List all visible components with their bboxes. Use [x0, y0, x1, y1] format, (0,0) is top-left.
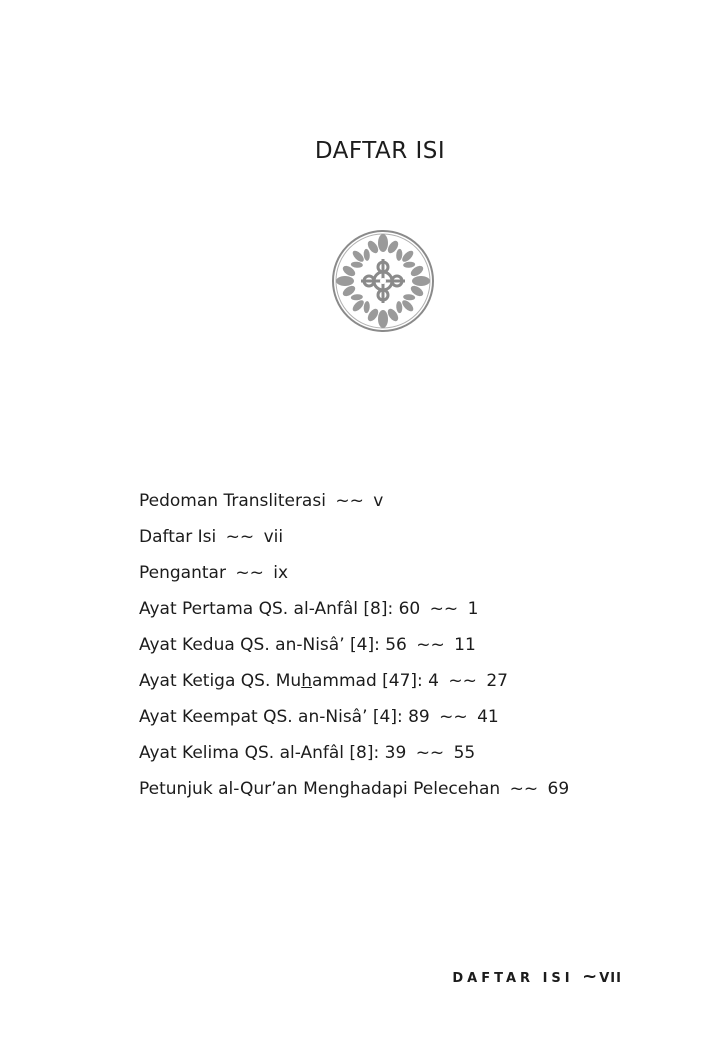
footer-tilde: ~ — [582, 966, 598, 987]
toc-item-separator: ~~ — [448, 671, 477, 691]
toc-item-page: 11 — [454, 635, 476, 655]
toc-item-title: Ayat Keempat QS. an-Nisâ’ [4]: 89 — [139, 707, 430, 727]
page-title: DAFTAR ISI — [314, 138, 446, 164]
toc-item-title: Petunjuk al-Qur’an Menghadapi Pelecehan — [139, 779, 501, 799]
toc-item[interactable] — [139, 555, 569, 591]
toc-item-separator: ~~ — [429, 599, 459, 619]
toc-item[interactable] — [139, 519, 569, 555]
toc-item[interactable] — [139, 699, 569, 735]
toc-item-page: v — [373, 491, 384, 511]
toc-item-page: 1 — [467, 599, 479, 619]
toc-item-separator: ~~ — [235, 563, 264, 583]
toc-item-page: 27 — [486, 671, 508, 691]
toc-item-page: vii — [263, 527, 284, 547]
toc-item-title: Daftar Isi — [139, 527, 217, 547]
toc-item-page: 69 — [547, 779, 570, 799]
running-footer — [452, 966, 622, 987]
toc-item-title: Ayat Ketiga QS. Muhammad [47]: 4 — [139, 671, 439, 691]
toc-item-separator: ~~ — [335, 491, 364, 511]
toc-item-page: 55 — [453, 743, 476, 763]
toc-item-title: Ayat Kelima QS. al-Anfâl [8]: 39 — [139, 743, 407, 763]
floral-medallion-icon — [331, 229, 435, 333]
footer-page-number: VII — [599, 971, 622, 986]
toc-item-page: 41 — [477, 707, 499, 727]
toc-item-title: Ayat Pertama QS. al-Anfâl [8]: 60 — [139, 599, 421, 619]
toc-item[interactable] — [139, 483, 569, 519]
toc-item-separator: ~~ — [439, 707, 468, 727]
toc-item[interactable] — [139, 663, 569, 699]
toc-item-separator: ~~ — [416, 635, 445, 655]
toc-item-separator: ~~ — [225, 527, 255, 547]
toc-item[interactable] — [139, 735, 569, 771]
toc-item-title: Ayat Kedua QS. an-Nisâ’ [4]: 56 — [139, 635, 407, 655]
toc-item[interactable] — [139, 591, 569, 627]
toc-item-separator: ~~ — [509, 779, 539, 799]
toc-item-title: Pengantar — [139, 563, 226, 583]
toc-item-separator: ~~ — [415, 743, 445, 763]
toc-item[interactable] — [139, 627, 569, 663]
toc-item[interactable] — [139, 771, 569, 807]
footer-label: DAFTAR ISI — [452, 971, 574, 986]
toc-item-title: Pedoman Transliterasi — [139, 491, 326, 511]
toc-item-page: ix — [273, 563, 289, 583]
table-of-contents — [139, 483, 569, 807]
